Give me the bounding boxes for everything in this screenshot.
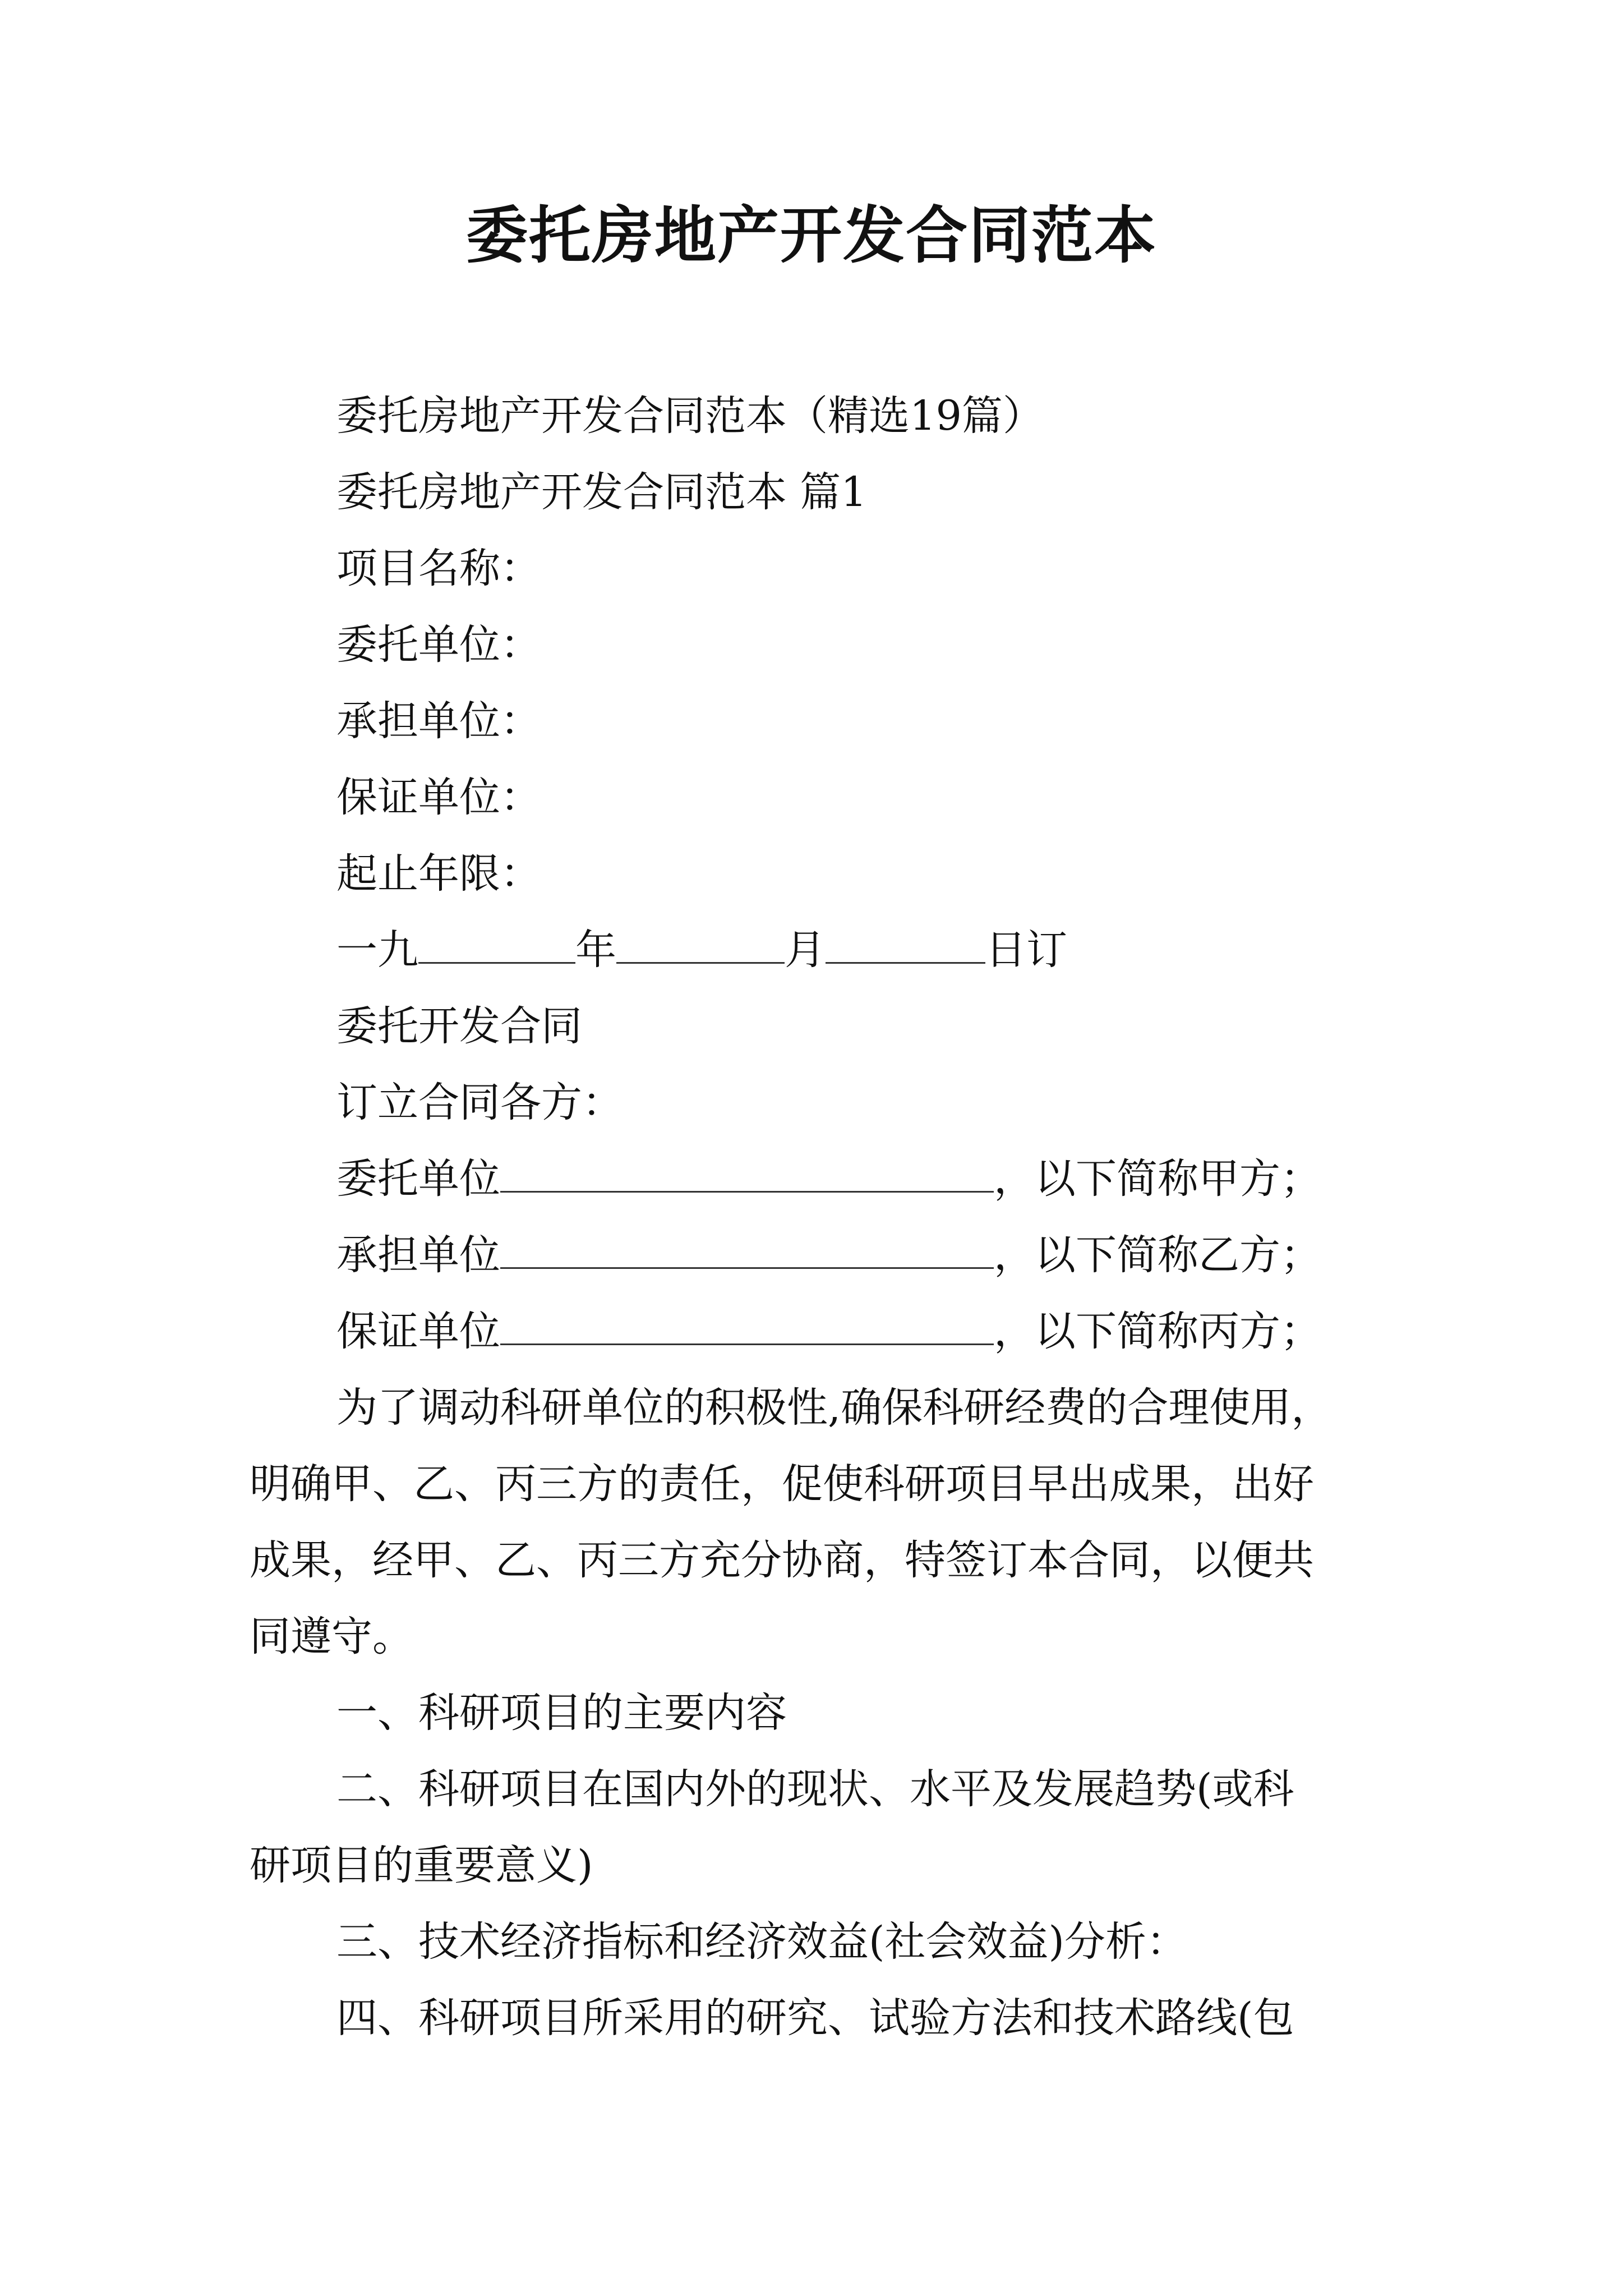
party-label: 承担单位 [336, 1231, 500, 1279]
item-3: 三、技术经济指标和经济效益(社会效益)分析： [336, 1918, 1187, 1966]
month-blank [616, 923, 785, 964]
purpose-paragraph-line: 同遵守。 [250, 1613, 413, 1660]
item-4: 四、科研项目所采用的研究、试验方法和技术路线(包 [336, 1994, 1294, 2042]
field-project-name: 项目名称： [336, 545, 541, 592]
contract-name: 委托开发合同 [336, 1002, 582, 1050]
party-suffix: ，以下简称乙方； [994, 1231, 1321, 1279]
party-suffix: ，以下简称丙方； [994, 1308, 1321, 1355]
item-2-continued: 研项目的重要意义) [250, 1842, 593, 1889]
date-month: 月 [785, 926, 826, 974]
purpose-paragraph-line: 为了调动科研单位的积极性,确保科研经费的合理使用， [336, 1384, 1332, 1432]
field-undertaking-unit: 承担单位： [336, 697, 541, 745]
party-line-b [336, 1227, 1321, 1283]
item-2: 二、科研项目在国内外的现状、水平及发展趋势(或科 [336, 1765, 1294, 1813]
document-title: 委托房地产开发合同范本 [466, 200, 1157, 272]
item-1: 一、科研项目的主要内容 [336, 1689, 787, 1737]
party-blank [500, 1152, 994, 1193]
parties-heading: 订立合同各方： [336, 1079, 623, 1126]
purpose-paragraph-line: 成果，经甲、乙、丙三方充分协商，特签订本合同，以便共 [250, 1536, 1314, 1584]
purpose-paragraph-line: 明确甲、乙、丙三方的责任，促使科研项目早出成果，出好 [250, 1460, 1314, 1508]
field-term: 起止年限： [336, 850, 541, 898]
section-heading: 委托房地产开发合同范本 篇1 [336, 468, 867, 516]
party-blank [500, 1228, 994, 1269]
date-year: 年 [575, 926, 616, 974]
field-entrusting-unit: 委托单位： [336, 621, 541, 669]
party-label: 委托单位 [336, 1155, 500, 1203]
date-day-suffix: 日订 [985, 926, 1067, 974]
party-suffix: ，以下简称甲方； [994, 1155, 1321, 1203]
year-blank [418, 923, 575, 964]
document-subtitle: 委托房地产开发合同范本（精选19篇） [336, 392, 1044, 440]
party-line-c [336, 1304, 1321, 1360]
party-line-a [336, 1151, 1321, 1207]
date-prefix: 一九 [336, 926, 418, 974]
party-label: 保证单位 [336, 1308, 500, 1355]
party-blank [500, 1304, 994, 1345]
field-guarantee-unit: 保证单位： [336, 774, 541, 821]
date-line [336, 922, 1067, 978]
day-blank [826, 923, 985, 964]
